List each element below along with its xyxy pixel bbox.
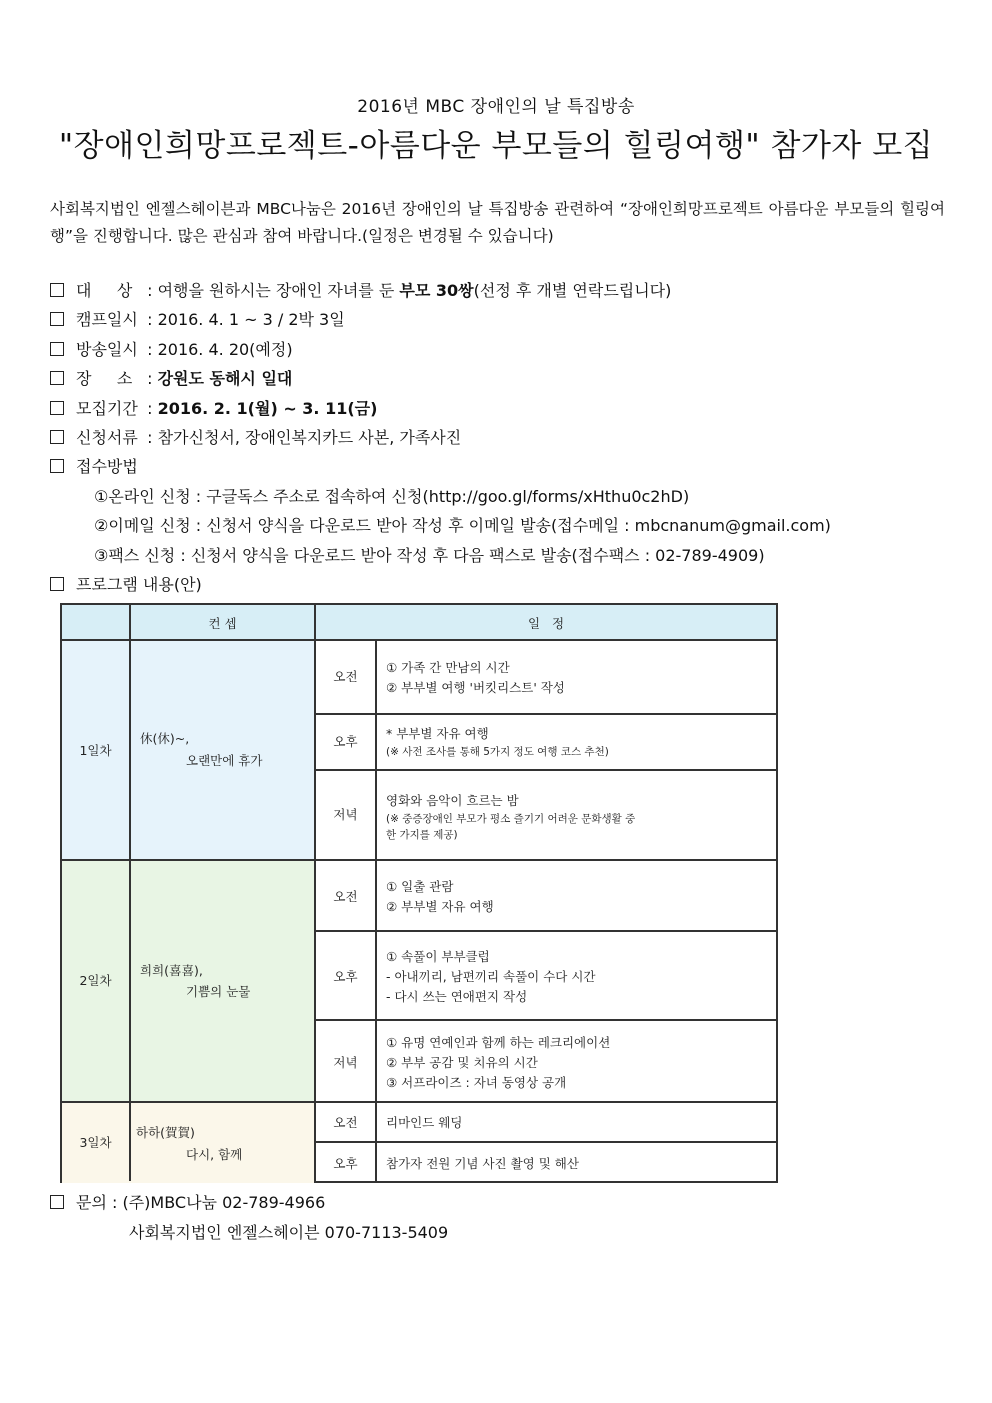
divider — [314, 769, 776, 771]
divider — [314, 930, 776, 932]
day1-am-1: ① 가족 간 만남의 시간 — [386, 660, 510, 675]
checkbox-icon — [50, 401, 64, 415]
day1-am-label: 오전 — [333, 669, 358, 684]
divider — [62, 859, 776, 861]
day1-pm-1: * 부부별 자유 여행 — [386, 726, 489, 741]
col-concept-header: 컨 셉 — [208, 616, 237, 631]
day3-pm-label: 오후 — [333, 1156, 358, 1171]
day1-eve-label: 저녁 — [333, 807, 358, 822]
day2-eve-3: ③ 서프라이즈 : 자녀 동영상 공개 — [386, 1075, 567, 1090]
divider — [314, 713, 776, 715]
divider — [129, 605, 131, 1181]
day3-am-label: 오전 — [333, 1115, 358, 1130]
divider — [314, 1019, 776, 1021]
day3-concept-1: 하하(賀賀) — [136, 1125, 195, 1140]
info-broadcast: 방송일시 : 2016. 4. 20(예정) — [50, 335, 950, 364]
day2-eve-label: 저녁 — [333, 1055, 358, 1070]
day2-label: 2일차 — [79, 973, 112, 988]
checkbox-icon — [50, 1195, 64, 1209]
day2-concept-1: 희희(喜喜), — [140, 963, 203, 978]
divider — [62, 1101, 776, 1103]
day2-am-2: ② 부부별 자유 여행 — [386, 899, 494, 914]
day2-eve-1: ① 유명 연예인과 함께 하는 레크리에이션 — [386, 1035, 611, 1050]
checkbox-icon — [50, 577, 64, 591]
day1-label: 1일차 — [79, 743, 112, 758]
checkbox-icon — [50, 342, 64, 356]
info-docs: 신청서류 : 참가신청서, 장애인복지카드 사본, 가족사진 — [50, 423, 950, 452]
contact-line-1: 문의 : (주)MBC나눔 02-789-4966 — [50, 1188, 448, 1218]
day3-label: 3일차 — [79, 1135, 112, 1150]
method-online: ①온라인 신청 : 구글독스 주소로 접속하여 신청(http://goo.gl/forms/xHthu0c2hD) — [94, 486, 690, 506]
divider — [375, 639, 377, 1181]
contact-section — [50, 1188, 448, 1248]
day1-eve-2: (※ 중증장애인 부모가 평소 즐기기 어려운 문화생활 중 — [386, 813, 636, 825]
day3-concept-2: 다시, 함께 — [186, 1147, 243, 1162]
method-fax: ③팩스 신청 : 신청서 양식을 다운로드 받아 작성 후 다음 팩스로 발송(접수팩스 : 02-789-4909) — [94, 545, 765, 565]
checkbox-icon — [50, 459, 64, 473]
info-place: 장 소 : 강원도 동해시 일대 — [50, 364, 950, 393]
info-list — [50, 276, 950, 599]
info-program: 프로그램 내용(안) — [50, 570, 950, 599]
day3-pm-1: 참가자 전원 기념 사진 촬영 및 해산 — [386, 1156, 579, 1171]
day2-am-label: 오전 — [333, 889, 358, 904]
intro-paragraph: 사회복지법인 엔젤스헤이븐과 MBC나눔은 2016년 장애인의 날 특집방송 관련하여 “장애인희망프로젝트 아름다운 부모들의 힐링여행”을 진행합니다. 많은 관심과 참여 바랍니다.(일정은 변경될 수 있습니다) — [50, 200, 945, 245]
day2-eve-2: ② 부부 공감 및 치유의 시간 — [386, 1055, 538, 1070]
page-subtitle: 2016년 MBC 장애인의 날 특집방송 — [357, 97, 635, 117]
day1-am-2: ② 부부별 여행 '버킷리스트' 작성 — [386, 680, 565, 695]
day2-pm-3: - 다시 쓰는 연애편지 작성 — [386, 989, 528, 1004]
schedule-table — [60, 603, 778, 1183]
day2-pm-label: 오후 — [333, 969, 358, 984]
day1-eve-3: 한 가지를 제공) — [386, 829, 458, 841]
checkbox-icon — [50, 430, 64, 444]
info-method: 접수방법 — [50, 452, 950, 481]
day1-concept-2: 오랜만에 휴가 — [186, 753, 263, 768]
info-target: 대 상 : 여행을 원하시는 장애인 자녀를 둔 부모 30쌍(선정 후 개별 연락드립니다) — [50, 276, 950, 305]
page-title: "장애인희망프로젝트-아름다운 부모들의 힐링여행" 참가자 모집 — [58, 128, 934, 164]
info-camp: 캠프일시 : 2016. 4. 1 ~ 3 / 2박 3일 — [50, 305, 950, 334]
day2-concept-2: 기쁨의 눈물 — [186, 984, 251, 999]
day2-pm-1: ① 속풀이 부부클럽 — [386, 949, 490, 964]
day1-pm-label: 오후 — [333, 734, 358, 749]
divider — [314, 1141, 776, 1143]
day2-am-1: ① 일출 관람 — [386, 879, 454, 894]
info-period: 모집기간 : 2016. 2. 1(월) ~ 3. 11(금) — [50, 394, 950, 423]
contact-line-2: 사회복지법인 엔젤스헤이븐 070-7113-5409 — [129, 1223, 449, 1242]
col-schedule-header: 일 정 — [527, 616, 565, 631]
method-email: ②이메일 신청 : 신청서 양식을 다운로드 받아 작성 후 이메일 발송(접수메일 : mbcnanum@gmail.com) — [94, 516, 831, 536]
day3-am-1: 리마인드 웨딩 — [386, 1115, 463, 1130]
checkbox-icon — [50, 371, 64, 385]
day1-pm-2: (※ 사전 조사를 통해 5가지 정도 여행 코스 추천) — [386, 746, 609, 758]
day1-eve-1: 영화와 음악이 흐르는 밤 — [386, 793, 519, 808]
day2-pm-2: - 아내끼리, 남편끼리 속풀이 수다 시간 — [386, 969, 596, 984]
day1-concept-1: 休(休)~, — [140, 731, 190, 746]
checkbox-icon — [50, 283, 64, 297]
checkbox-icon — [50, 312, 64, 326]
